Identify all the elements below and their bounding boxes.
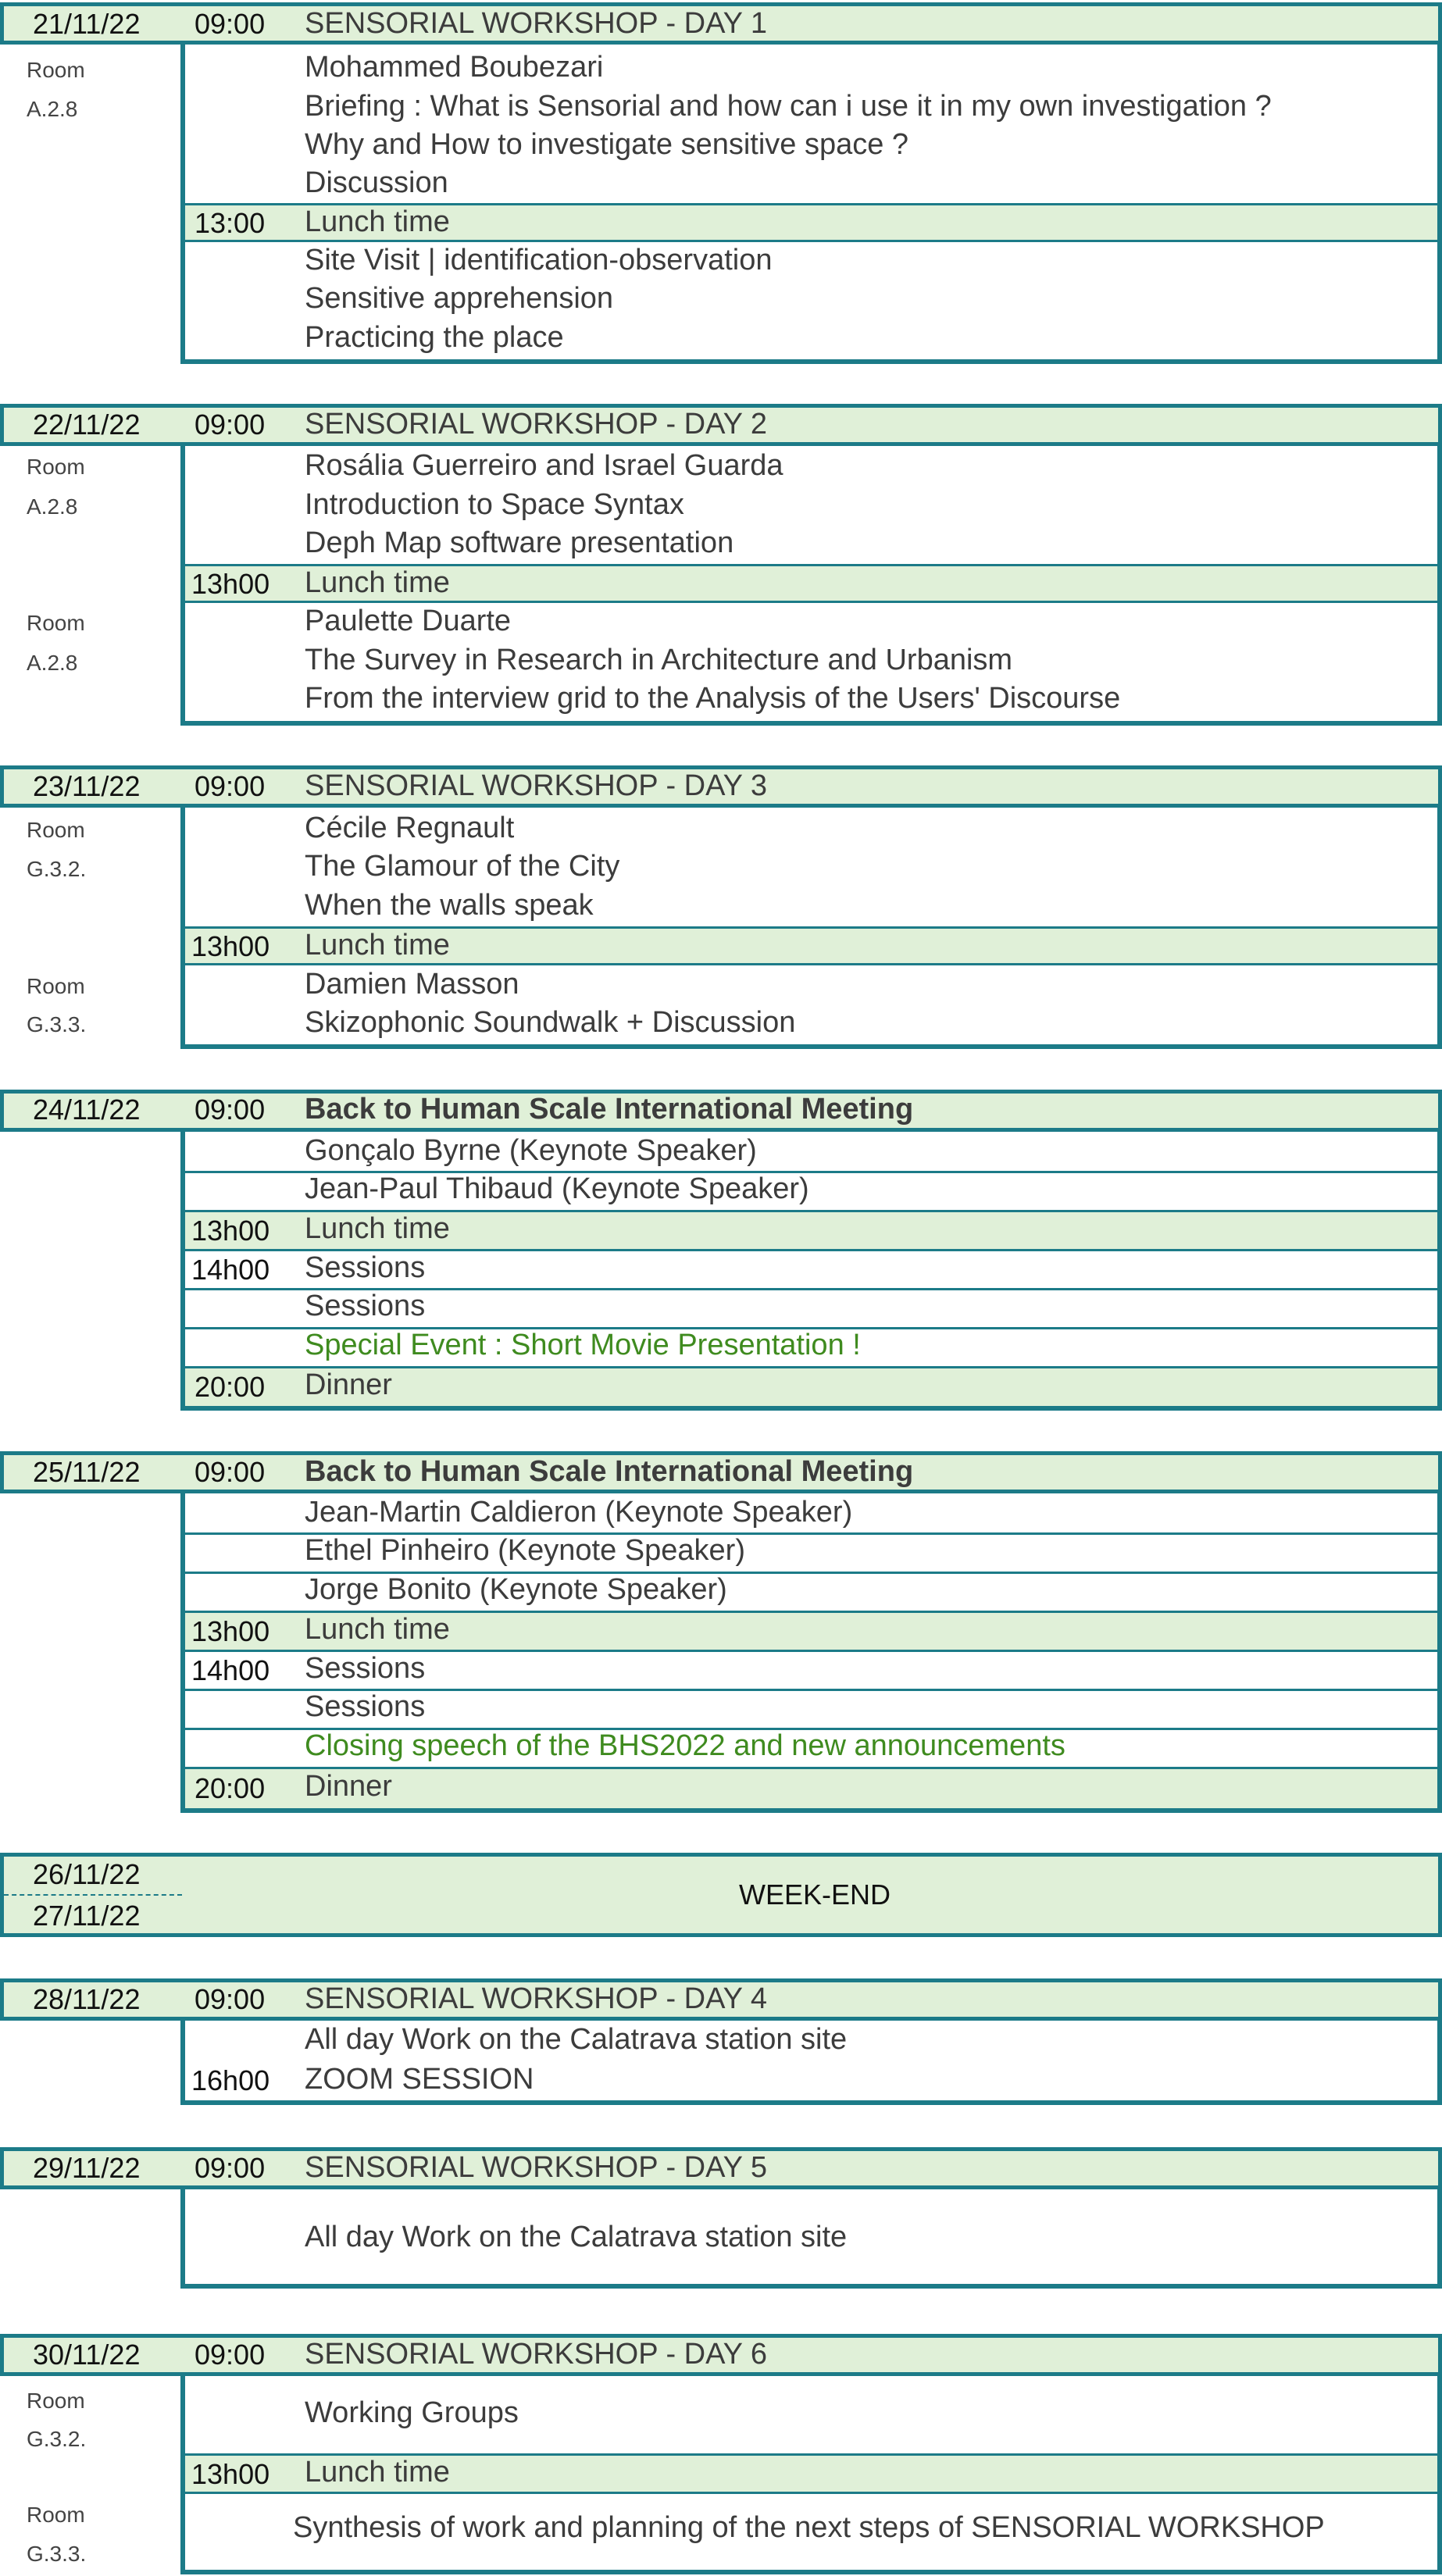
lunch-label: Lunch time xyxy=(305,1613,450,1646)
schedule-line: Damien Masson xyxy=(305,968,519,1001)
time-label: 13h00 xyxy=(191,568,270,600)
schedule-line: Introduction to Space Syntax xyxy=(305,488,684,521)
date-label: 29/11/22 xyxy=(33,2152,141,2184)
day-block-22-11 xyxy=(0,404,1442,726)
time-label: 16h00 xyxy=(191,2064,270,2096)
schedule-line: Cécile Regnault xyxy=(305,812,515,844)
room-number: A.2.8 xyxy=(27,651,78,675)
schedule-line: Sessions xyxy=(305,1690,426,1723)
day-title: Back to Human Scale International Meeting xyxy=(305,1093,914,1126)
date-label: 27/11/22 xyxy=(33,1900,141,1932)
day-title: SENSORIAL WORKSHOP - DAY 2 xyxy=(305,408,767,441)
special-event-line: Closing speech of the BHS2022 and new announcements xyxy=(305,1729,1065,1762)
time-label: 09:00 xyxy=(195,1983,266,2015)
time-label: 09:00 xyxy=(195,1456,266,1488)
schedule-line: Practicing the place xyxy=(305,321,564,354)
schedule-line: Gonçalo Byrne (Keynote Speaker) xyxy=(305,1134,757,1167)
date-label: 21/11/22 xyxy=(33,8,141,40)
zoom-session: ZOOM SESSION xyxy=(305,2063,534,2096)
date-label: 24/11/22 xyxy=(33,1094,141,1126)
lunch-label: Lunch time xyxy=(305,566,450,599)
room-label: Room xyxy=(27,455,85,479)
schedule-line: Jorge Bonito (Keynote Speaker) xyxy=(305,1573,727,1606)
date-label: 22/11/22 xyxy=(33,409,141,441)
special-event-line: Special Event : Short Movie Presentation ! xyxy=(305,1329,861,1361)
schedule-line: Rosália Guerreiro and Israel Guarda xyxy=(305,449,783,482)
time-label: 09:00 xyxy=(195,8,266,40)
day-title: SENSORIAL WORKSHOP - DAY 3 xyxy=(305,769,767,802)
date-label: 25/11/22 xyxy=(33,1456,141,1488)
lunch-label: Lunch time xyxy=(305,1212,450,1245)
schedule-line: Sensitive apprehension xyxy=(305,282,614,315)
time-label: 09:00 xyxy=(195,1094,266,1126)
schedule-line: From the interview grid to the Analysis of the Users' Discourse xyxy=(305,682,1121,715)
room-number: G.3.3. xyxy=(27,1012,87,1036)
room-label: Room xyxy=(27,2389,85,2413)
day-block-23-11 xyxy=(0,765,1442,1049)
day-title: SENSORIAL WORKSHOP - DAY 4 xyxy=(305,1982,767,2015)
time-label: 09:00 xyxy=(195,2152,266,2184)
dinner-label: Dinner xyxy=(305,1770,392,1803)
lunch-label: Lunch time xyxy=(305,2456,450,2489)
schedule-line: All day Work on the Calatrava station site xyxy=(305,2023,848,2056)
schedule-line: Ethel Pinheiro (Keynote Speaker) xyxy=(305,1534,745,1567)
day-title: SENSORIAL WORKSHOP - DAY 6 xyxy=(305,2338,767,2371)
date-divider xyxy=(4,1894,182,1896)
schedule-line: Deph Map software presentation xyxy=(305,526,734,559)
room-label: Room xyxy=(27,2503,85,2527)
schedule-line: Sessions xyxy=(305,1652,426,1685)
lunch-label: Lunch time xyxy=(305,205,450,238)
day-block-21-11 xyxy=(0,2,1442,364)
schedule-line: Skizophonic Soundwalk + Discussion xyxy=(305,1006,796,1039)
room-number: A.2.8 xyxy=(27,494,78,519)
room-label: Room xyxy=(27,611,85,635)
time-label: 09:00 xyxy=(195,409,266,441)
lunch-label: Lunch time xyxy=(305,929,450,962)
day-block-28-11 xyxy=(0,1978,1442,2105)
schedule-line: Sessions xyxy=(305,1251,426,1284)
schedule-line: Working Groups xyxy=(305,2396,519,2429)
date-label: 26/11/22 xyxy=(33,1858,141,1890)
day-block-24-11 xyxy=(0,1090,1442,1411)
time-label: 09:00 xyxy=(195,2339,266,2371)
day-title: SENSORIAL WORKSHOP - DAY 5 xyxy=(305,2151,767,2184)
date-label: 28/11/22 xyxy=(33,1983,141,2015)
schedule-line: Jean-Paul Thibaud (Keynote Speaker) xyxy=(305,1172,809,1205)
room-label: Room xyxy=(27,974,85,998)
time-label: 13:00 xyxy=(195,207,266,239)
schedule-line: When the walls speak xyxy=(305,889,594,922)
time-label: 09:00 xyxy=(195,770,266,802)
time-label: 14h00 xyxy=(191,1254,270,1286)
schedule-line: Discussion xyxy=(305,166,448,199)
schedule-line: The Survey in Research in Architecture and Urbanism xyxy=(305,644,1013,676)
date-label: 30/11/22 xyxy=(33,2339,141,2371)
time-label: 20:00 xyxy=(195,1772,266,1804)
day-title: Back to Human Scale International Meeting xyxy=(305,1455,914,1488)
room-label: Room xyxy=(27,818,85,842)
day-block-29-11 xyxy=(0,2147,1442,2289)
day-block-30-11 xyxy=(0,2334,1442,2576)
room-number: G.3.2. xyxy=(27,2427,87,2451)
weekend-label: WEEK-END xyxy=(739,1878,891,1911)
room-number: G.3.3. xyxy=(27,2542,87,2566)
schedule-line: Synthesis of work and planning of the next steps of SENSORIAL WORKSHOP xyxy=(293,2511,1325,2544)
time-label: 20:00 xyxy=(195,1371,266,1403)
room-label: Room xyxy=(27,58,85,82)
schedule-line: Briefing : What is Sensorial and how can i use it in my own investigation ? xyxy=(305,90,1272,123)
day-block-25-11 xyxy=(0,1451,1442,1813)
schedule-line: Mohammed Boubezari xyxy=(305,51,604,84)
schedule-line: Sessions xyxy=(305,1290,426,1322)
schedule-line: Site Visit | identification-observation xyxy=(305,244,773,277)
room-number: A.2.8 xyxy=(27,97,78,121)
time-label: 13h00 xyxy=(191,2458,270,2490)
time-label: 14h00 xyxy=(191,1654,270,1686)
schedule-line: Paulette Duarte xyxy=(305,605,512,637)
schedule-line: Why and How to investigate sensitive space ? xyxy=(305,128,909,161)
time-label: 13h00 xyxy=(191,1215,270,1247)
schedule-line: All day Work on the Calatrava station site xyxy=(305,2221,848,2253)
day-title: SENSORIAL WORKSHOP - DAY 1 xyxy=(305,7,767,40)
schedule-line: Jean-Martin Caldieron (Keynote Speaker) xyxy=(305,1496,853,1529)
schedule-line: The Glamour of the City xyxy=(305,850,620,883)
time-label: 13h00 xyxy=(191,930,270,962)
room-number: G.3.2. xyxy=(27,857,87,881)
dinner-label: Dinner xyxy=(305,1368,392,1401)
time-label: 13h00 xyxy=(191,1615,270,1647)
weekend-block xyxy=(0,1853,1442,1937)
date-label: 23/11/22 xyxy=(33,770,141,802)
